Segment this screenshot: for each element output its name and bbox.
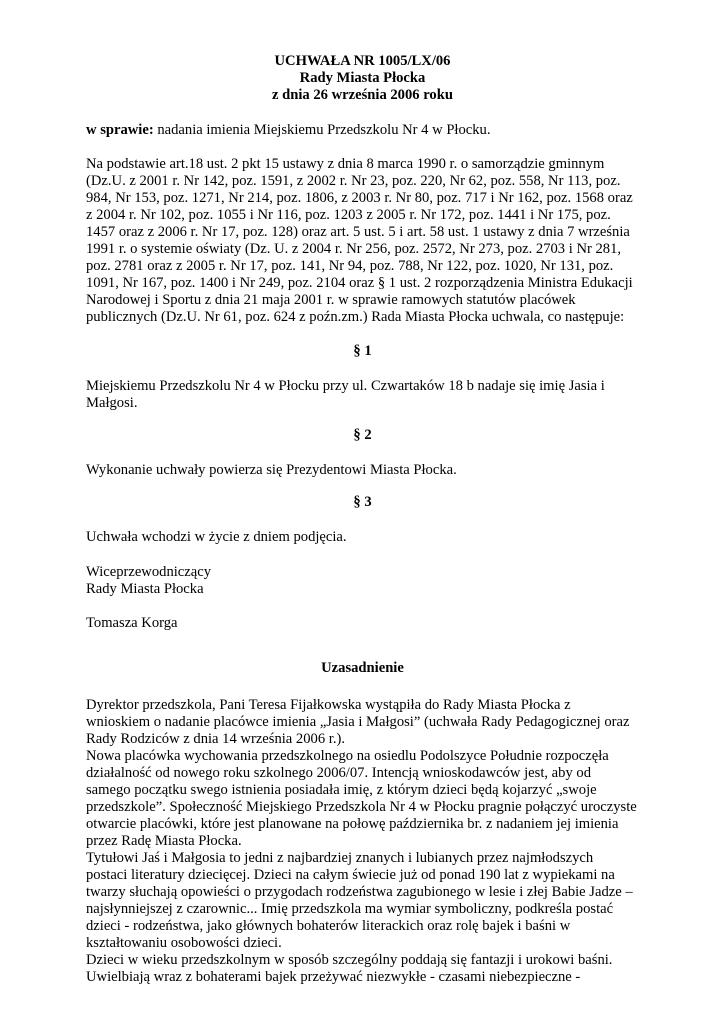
section-2-text: Wykonanie uchwały powierza się Prezydentowi Miasta Płocka. <box>86 462 457 478</box>
justification-line: Rady Rodziców z dnia 14 września 2006 r.). <box>86 731 345 747</box>
basis-line: 984, Nr 153, poz. 1271, Nr 214, poz. 1806, z 2003 r. Nr 80, poz. 717 i Nr 162, poz. 1568 oraz <box>86 190 633 206</box>
signature-body: Rady Miasta Płocka <box>86 581 204 597</box>
justification-line: Dzieci w wieku przedszkolnym w sposób szczególny poddają się fantazji i urokowi baśni. <box>86 952 613 968</box>
resolution-title: UCHWAŁA NR 1005/LX/06 <box>274 53 451 69</box>
justification-line: kształtowaniu osobowości dzieci. <box>86 935 282 951</box>
justification-line: otwarcie placówki, które jest planowane na połowę października br. z nadaniem jej imienia <box>86 816 619 832</box>
resolution-issuer: Rady Miasta Płocka <box>299 70 426 86</box>
justification-line: Tytułowi Jaś i Małgosia to jedni z najbardziej znanych i lubianych przez najmłodszych <box>86 850 594 866</box>
justification-line: Uwielbiają wraz z bohaterami bajek przeżywać niezwykłe - czasami niebezpieczne - <box>86 969 581 985</box>
section-3-text: Uchwała wchodzi w życie z dniem podjęcia. <box>86 529 347 545</box>
basis-line: Narodowej i Sportu z dnia 21 maja 2001 r. w sprawie ramowych statutów placówek <box>86 292 576 308</box>
justification-line: działalność od nowego roku szkolnego 2006/07. Intencją wnioskodawców jest, aby od <box>86 765 591 781</box>
justification-line: twarzy słuchają opowieści o przygodach rodzeństwa zagubionego w lesie i złej Babie Jadze – <box>86 884 633 900</box>
subject-label: w sprawie: <box>86 122 154 138</box>
subject-line <box>86 122 491 139</box>
justification-line: wnioskiem o nadanie placówce imienia „Jasia i Małgosi” (uchwała Rady Pedagogicznej oraz <box>86 714 630 730</box>
basis-line: (Dz.U. z 2001 r. Nr 142, poz. 1591, z 2002 r. Nr 23, poz. 220, Nr 62, poz. 558, Nr 113, poz. <box>86 173 621 189</box>
subject-text: nadania imienia Miejskiemu Przedszkolu Nr 4 w Płocku. <box>153 122 491 138</box>
section-1-text: Małgosi. <box>86 395 138 411</box>
justification-line: samego początku swego istnienia posiadała imię, z którym dzieci będą kojarzyć „swoje <box>86 782 597 798</box>
basis-line: 1091, Nr 167, poz. 1400 i Nr 249, poz. 2104 oraz § 1 ust. 2 rozporządzenia Ministra Edukacji <box>86 275 633 291</box>
signature-role: Wiceprzewodniczący <box>86 564 212 580</box>
justification-line: dzieci - rodzeństwa, jako głównych bohaterów literackich oraz rolę bajek i baśni w <box>86 918 571 934</box>
resolution-date: z dnia 26 września 2006 roku <box>272 87 453 103</box>
justification-line: przez Radę Miasta Płocka. <box>86 833 242 849</box>
justification-line: przedszkole”. Społeczność Miejskiego Przedszkola Nr 4 w Płocku pragnie połączyć uroczyste <box>86 799 637 815</box>
basis-line: z 2004 r. Nr 102, poz. 1055 i Nr 116, poz. 1203 z 2005 r. Nr 172, poz. 1441 i Nr 175, poz. <box>86 207 611 223</box>
basis-line: publicznych (Dz.U. Nr 61, poz. 624 z poźn.zm.) Rada Miasta Płocka uchwala, co następuje: <box>86 309 625 325</box>
section-1-text: Miejskiemu Przedszkolu Nr 4 w Płocku przy ul. Czwartaków 18 b nadaje się imię Jasia i <box>86 378 605 394</box>
section-mark-2: § 2 <box>353 427 372 443</box>
basis-line: 1457 oraz z 2006 r. Nr 17, poz. 128) oraz art. 5 ust. 5 i art. 58 ust. 1 ustawy z dnia 7 września <box>86 224 630 240</box>
section-mark-1: § 1 <box>353 343 372 359</box>
section-mark-3: § 3 <box>353 494 372 510</box>
signature-name: Tomasza Korga <box>86 615 178 631</box>
justification-line: Nowa placówka wychowania przedszkolnego na osiedlu Podolszyce Południe rozpoczęła <box>86 748 609 764</box>
justification-line: postaci literatury dziecięcej. Dzieci na całym świecie już od ponad 190 lat z wypiekami na <box>86 867 615 883</box>
basis-line: Na podstawie art.18 ust. 2 pkt 15 ustawy z dnia 8 marca 1990 r. o samorządzie gminnym <box>86 156 605 172</box>
basis-line: poz. 2781 oraz z 2005 r. Nr 17, poz. 141, Nr 94, poz. 788, Nr 122, poz. 1020, Nr 131, poz. <box>86 258 614 274</box>
basis-line: 1991 r. o systemie oświaty (Dz. U. z 2004 r. Nr 256, poz. 2572, Nr 273, poz. 2703 i Nr 281, <box>86 241 622 257</box>
justification-line: Dyrektor przedszkola, Pani Teresa Fijałkowska wystąpiła do Rady Miasta Płocka z <box>86 697 571 713</box>
justification-line: najsłynniejszej z czarownic... Imię przedszkola ma wymiar symboliczny, podkreśla postać <box>86 901 614 917</box>
justification-heading: Uzasadnienie <box>321 660 404 676</box>
